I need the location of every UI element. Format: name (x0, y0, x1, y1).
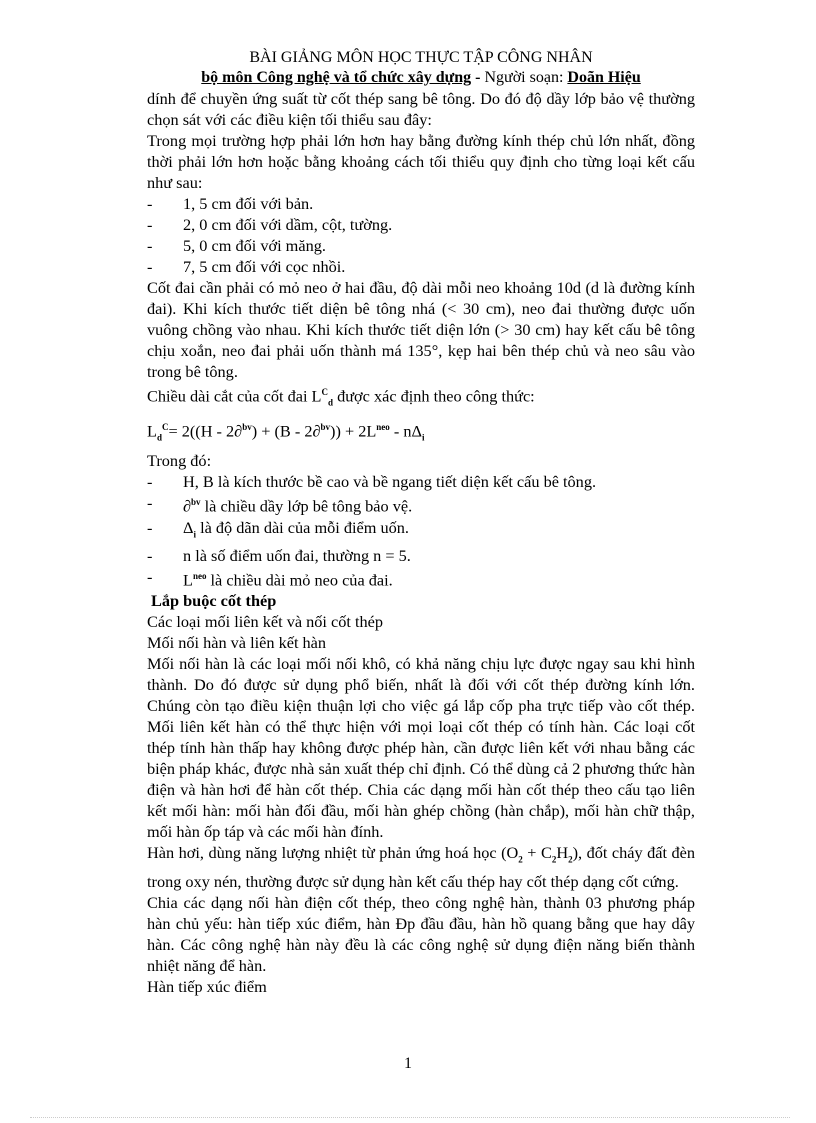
where-list (147, 471, 695, 590)
list-item: - 7, 5 cm đối với cọc nhồi. (147, 257, 346, 276)
page-bottom-divider (30, 1117, 790, 1118)
bullet-dash: - (147, 236, 153, 255)
header-dept: bộ môn Công nghệ và tổ chức xây dựng (201, 69, 472, 86)
where-label: Trong đó: (147, 451, 212, 471)
paragraph-7: Chia các dạng nối hàn điện cốt thép, theo công nghệ hàn, thành 03 phương pháp hàn chủ yếu: hàn tiếp xúc điểm, hàn Đp đầu đầu, hàn hồ quang bằng que hay dây hàn. Các công nghệ hàn này đều là các công nghệ sử dụng điện năng biến thành nhiệt năng để hàn. (147, 892, 695, 975)
header-subtitle (147, 68, 695, 88)
page-number: 1 (404, 1055, 412, 1072)
list-item: - $\Delta_i$ là độ dãn dài của mỗi điểm uốn. (147, 517, 409, 540)
header-author-label: Người soạn: (484, 69, 568, 86)
cover-list (147, 193, 695, 277)
header-title: BÀI GIẢNG MÔN HỌC THỰC TẬP CÔNG NHÂN (249, 49, 593, 66)
paragraph-4: Chiều dài cắt của cốt đai $L^C_d$ được xác định theo công thức: (147, 386, 535, 408)
list-item: - H, B là kích thước bề cao và bề ngang tiết diện kết cấu bê tông. (147, 472, 597, 492)
list-item: - 5, 0 cm đối với măng. (147, 236, 326, 255)
header-sep: - (471, 69, 485, 86)
bullet-dash: - (147, 215, 153, 234)
section-heading: Lắp buộc cốt thép (151, 591, 277, 611)
subheading-2: Mối nối hàn và liên kết hàn (147, 633, 327, 653)
document-page (147, 48, 695, 997)
list-item: - $L^{neo}$ là chiều dài mỏ neo của đai. (147, 567, 393, 590)
list-item: - 1, 5 cm đối với bản. (147, 194, 314, 213)
subheading-1: Các loại mối liên kết và nối cốt thép (147, 612, 384, 632)
formula: $L_d^C= 2((H - 2\partial^{bv}) + (B - 2\partial^{bv})) + 2L^{neo} - n\Delta_i$ (147, 421, 425, 443)
paragraph-1: dính để chuyền ứng suất từ cốt thép sang bê tông. Do đó độ dầy lớp bảo vệ thường chọn sát với các điều kiện tối thiểu sau đây: (147, 89, 695, 129)
paragraph-2: Trong mọi trường hợp phải lớn hơn hay bằng đường kính thép chủ lớn nhất, đồng thời phải lớn hơn hoặc bằng khoảng cách tối thiểu quy định cho từng loại kết cấu như sau: (147, 131, 695, 192)
bullet-dash: - (147, 257, 153, 276)
page-header (147, 48, 695, 88)
document-body (147, 88, 695, 997)
bullet-dash: - (147, 194, 153, 213)
paragraph-6: Hàn hơi, dùng năng lượng nhiệt từ phản ứng hoá học $(O_2 + C_2H_2)$, đốt cháy đất đèn trong oxy nén, thường được sử dụng hàn kết cấu thép hay cốt thép dạng cốt cứng. (147, 843, 696, 891)
paragraph-8: Hàn tiếp xúc điểm (147, 976, 267, 996)
list-item: - ∂$^{bv}$ là chiều dầy lớp bê tông bảo vệ. (147, 493, 413, 516)
list-item: - n là số điểm uốn đai, thường n = 5. (147, 546, 411, 566)
list-item: - 2, 0 cm đối với dầm, cột, tường. (147, 215, 393, 234)
header-author: Doãn Hiệu (567, 69, 641, 86)
paragraph-5: Mối nối hàn là các loại mối nối khô, có khả năng chịu lực được ngay sau khi hình thành. Do đó được sử dụng phổ biến, nhất là đối với cốt thép đường kính lớn. Chúng còn tạo điều kiện thuận lợi cho việc gá lắp cốp pha trực tiếp vào cốt thép. Mối liên kết hàn có thể thực hiện với mọi loại cốt thép có tính hàn. Các loại cốt thép tính hàn thấp hay không được phép hàn, cần được liên kết với nhau bằng các biện pháp khác, được nhà sản xuất thép chỉ định. Có thể dùng cả 2 phương thức hàn điện và hàn hơi để hàn cốt thép. Chia các dạng mối hàn cốt thép theo cấu tạo liên kết mối hàn: mối hàn đối đầu, mối hàn ghép chồng (hàn chắp), mối hàn chữ thập, mối hàn ốp táp và các mối hàn đính. (147, 654, 695, 842)
paragraph-3: Cốt đai cần phải có mỏ neo ở hai đầu, độ dài mỗi neo khoảng 10d (d là đường kính đai). Khi kích thước tiết diện bê tông nhá (< 30 cm), neo đai thường được uốn vuông chồng vào nhau. Khi kích thước tiết diện lớn (> 30 cm) hay kết cấu bê tông chịu xoắn, neo đai phải uốn thành má 135°, kẹp hai bên thép chủ và neo sâu vào trong bê tông. (147, 278, 695, 381)
